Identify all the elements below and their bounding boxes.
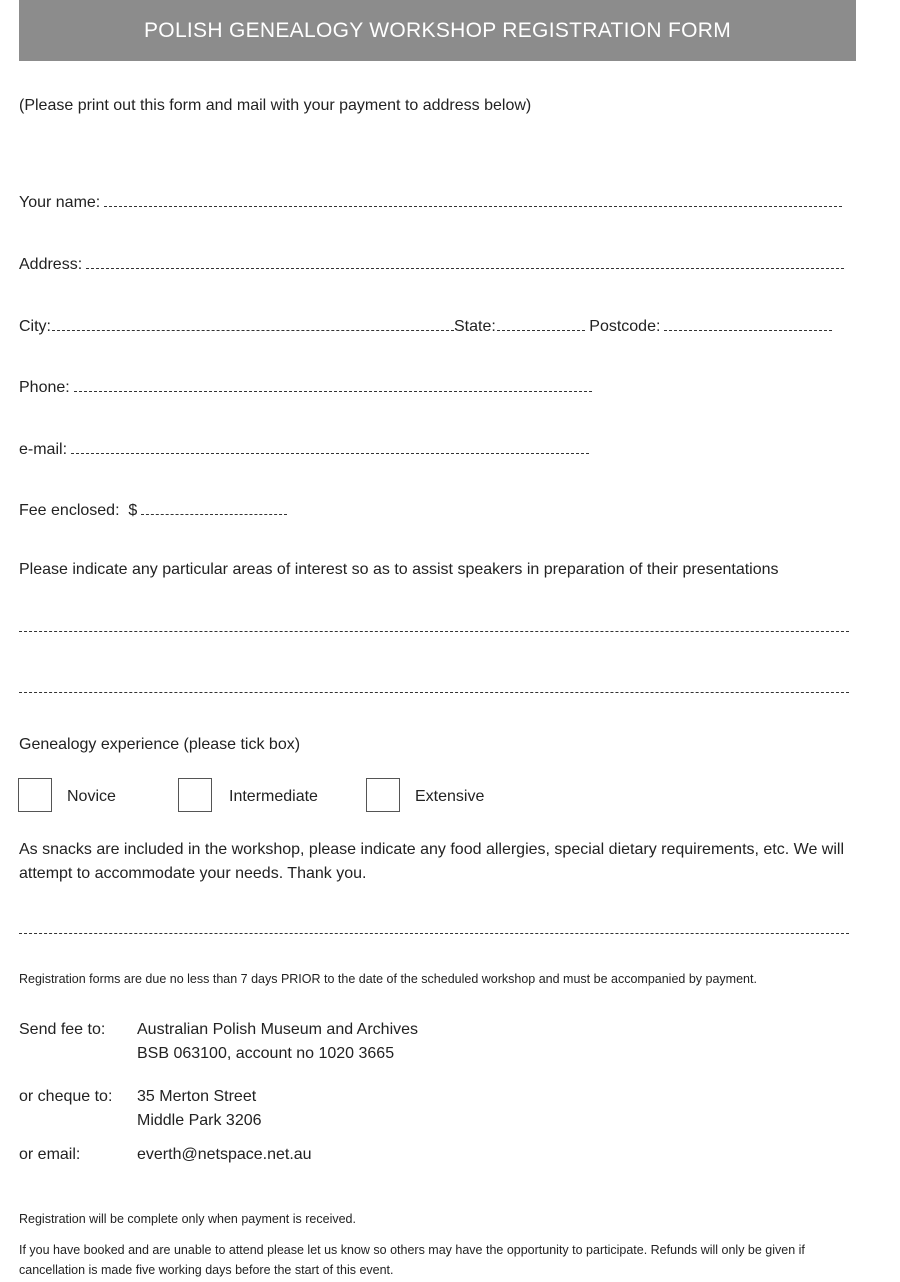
email-label: e-mail: — [19, 441, 68, 458]
form-title: POLISH GENEALOGY WORKSHOP REGISTRATION FORM — [144, 18, 731, 42]
cheque-line1: 35 Merton Street — [137, 1088, 257, 1105]
name-row — [19, 191, 842, 212]
intermediate-checkbox[interactable] — [178, 778, 212, 812]
postcode-label: Postcode: — [589, 318, 661, 335]
send-fee-label: Send fee to: — [19, 1021, 106, 1038]
send-fee-line2: BSB 063100, account no 1020 3665 — [137, 1045, 395, 1062]
experience-label: Genealogy experience (please tick box) — [19, 736, 301, 753]
address-label: Address: — [19, 256, 83, 273]
or-email-label: or email: — [19, 1146, 81, 1163]
email-row — [19, 438, 589, 459]
due-notice: Registration forms are due no less than 7 days PRIOR to the date of the scheduled workshop and must be accompanied by payment. — [19, 972, 757, 986]
snacks-text: As snacks are included in the workshop, please indicate any food allergies, special dietary requirements, etc. We will attempt to accommodate your needs. Thank you. — [19, 841, 845, 882]
name-label: Your name: — [19, 194, 101, 211]
novice-label: Novice — [67, 788, 116, 805]
state-label: State: — [454, 318, 496, 335]
cheque-label: or cheque to: — [19, 1088, 113, 1105]
form-title-banner — [19, 0, 856, 61]
dietary-line[interactable] — [19, 933, 849, 934]
city-label: City: — [19, 318, 51, 335]
send-fee-line1: Australian Polish Museum and Archives — [137, 1021, 419, 1038]
cancel-note: If you have booked and are unable to attend please let us know so others may have the opportunity to participate. Refunds will only be given if cancellation is made five working days before the start of this event. — [19, 1243, 805, 1277]
fee-field[interactable] — [141, 499, 287, 515]
phone-field[interactable] — [74, 376, 592, 392]
cheque-line2: Middle Park 3206 — [137, 1112, 262, 1129]
interests-prompt: Please indicate any particular areas of interest so as to assist speakers in preparation of their presentations — [19, 561, 779, 578]
name-field[interactable] — [104, 191, 842, 207]
interests-line-2[interactable] — [19, 692, 849, 693]
phone-row — [19, 376, 592, 397]
fee-label: Fee enclosed: — [19, 502, 120, 519]
complete-note: Registration will be complete only when payment is received. — [19, 1212, 356, 1226]
address-row — [19, 253, 844, 274]
postcode-field[interactable] — [664, 315, 832, 331]
interests-line-1[interactable] — [19, 631, 849, 632]
address-field[interactable] — [86, 253, 844, 269]
city-field[interactable] — [52, 315, 454, 331]
phone-label: Phone: — [19, 379, 70, 396]
intro-text: (Please print out this form and mail with your payment to address below) — [19, 97, 532, 114]
state-field[interactable] — [497, 315, 585, 331]
fee-currency: $ — [128, 502, 138, 519]
novice-checkbox[interactable] — [18, 778, 52, 812]
extensive-checkbox[interactable] — [366, 778, 400, 812]
fee-row — [19, 499, 287, 520]
city-row — [19, 315, 832, 336]
extensive-label: Extensive — [415, 788, 485, 805]
contact-email[interactable]: everth@netspace.net.au — [137, 1146, 312, 1163]
intermediate-label: Intermediate — [229, 788, 318, 805]
email-field[interactable] — [71, 438, 589, 454]
